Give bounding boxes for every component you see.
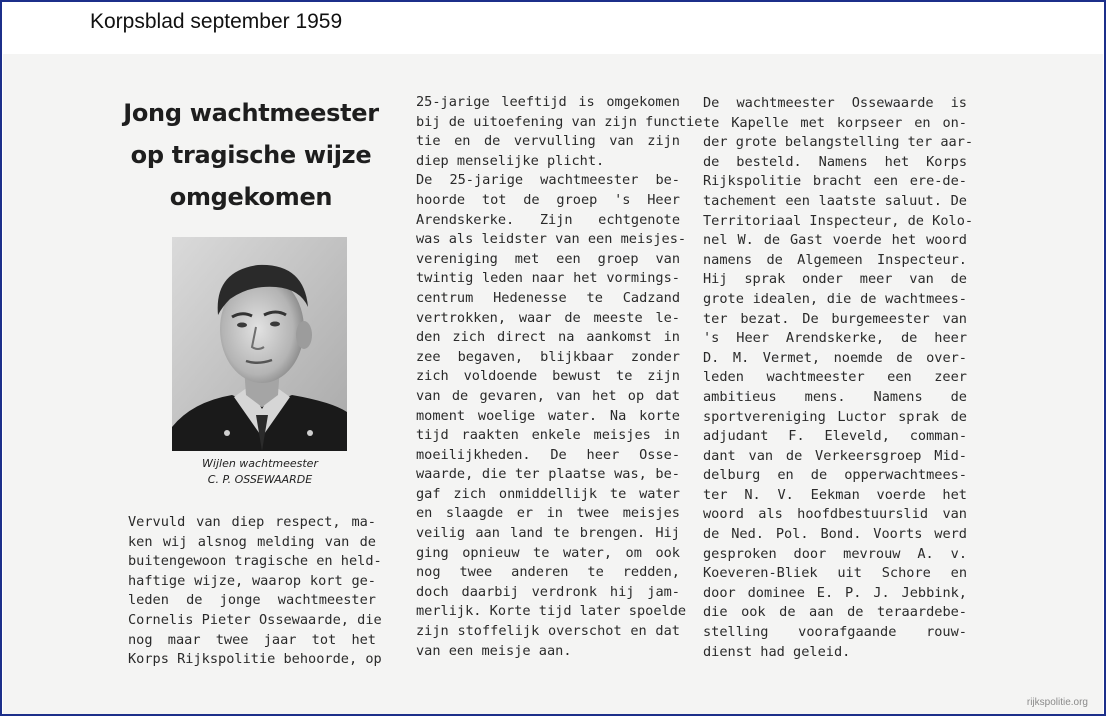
text-line: dant van de Verkeersgroep Mid-	[703, 447, 967, 464]
text-line: centrum Hedenesse te Cadzand	[416, 289, 680, 306]
text-line: stelling voorafgaande rouw-	[703, 624, 967, 641]
text-line: namens de Algemeen Inspecteur.	[703, 251, 967, 268]
text-line: nel W. de Gast voerde het woord	[703, 232, 967, 249]
text-line: nog maar twee jaar tot het	[128, 631, 376, 648]
text-line: adjudant F. Eleveld, comman-	[703, 428, 967, 445]
text-line: de Ned. Pol. Bond. Voorts werd	[703, 526, 967, 543]
source-caption: Korpsblad september 1959	[90, 10, 343, 33]
text-line: tijd raakten enkele meisjes in	[416, 427, 680, 444]
text-line: nog twee anderen te redden,	[416, 564, 680, 581]
text-line: zich voldoende bewust te zijn	[416, 368, 680, 385]
text-line: van een meisje aan.	[416, 642, 572, 659]
text-line: Arendskerke. Zijn echtgenote	[416, 211, 680, 228]
text-line: buitengewoon tragische en held-	[128, 553, 382, 570]
text-line: dienst had geleid.	[703, 643, 851, 660]
text-line: tachement een laatste saluut. De	[703, 192, 967, 209]
text-line: de besteld. Namens het Korps	[703, 153, 967, 170]
text-line: woord als hoofdbestuurslid van	[703, 506, 967, 523]
text-line: 25-jarige leeftijd is omgekomen	[416, 94, 680, 110]
text-line: ter N. V. Eekman voerde het	[703, 486, 967, 503]
headline-line: Jong wachtmeester	[123, 99, 379, 127]
text-line: ter bezat. De burgemeester van	[703, 310, 967, 327]
text-line: was als leidster van een meisjes-	[416, 231, 687, 248]
text-line: leden wachtmeester een zeer	[703, 369, 967, 386]
text-line: en slaagde er in twee meisjes	[416, 505, 680, 522]
text-line: te Kapelle met korpseer en on-	[703, 114, 967, 131]
text-line: grote idealen, die de wachtmees-	[703, 290, 967, 307]
text-line: moment woelige water. Na korte	[416, 407, 680, 424]
text-line: ging opnieuw te water, om ook	[416, 544, 680, 561]
text-line: waarde, die ter plaatse was, be-	[416, 466, 680, 483]
photo-caption-name: C. P. OSSEWAARDE	[207, 473, 313, 486]
text-line: tie en de vervulling van zijn	[416, 133, 680, 150]
text-line: zee begaven, blijkbaar zonder	[416, 348, 680, 365]
text-line: delburg en de opperwachtmees-	[703, 467, 967, 484]
text-line: doch daarbij verdronk hij jam-	[416, 583, 680, 600]
text-line: door dominee E. P. J. Jebbink,	[703, 584, 967, 601]
text-line: Territoriaal Inspecteur, de Kolo-	[703, 212, 974, 229]
photo-caption-line: Wijlen wachtmeester	[202, 457, 318, 470]
text-line: zijn stoffelijk overschot en dat	[416, 623, 680, 640]
text-line: gaf zich onmiddellijk te water	[416, 485, 680, 502]
text-line: Cornelis Pieter Ossewaarde, die	[128, 611, 382, 628]
text-line: veilig aan land te brengen. Hij	[416, 525, 680, 542]
text-line: gesproken door mevrouw A. v.	[703, 545, 967, 562]
text-line: hoorde tot de groep 's Heer	[416, 191, 680, 208]
text-line: De wachtmeester Ossewaarde is	[703, 95, 967, 111]
text-line: vereniging met een groep van	[416, 250, 680, 267]
text-line: Koeveren-Bliek uit Schore en	[703, 565, 967, 582]
site-watermark: rijkspolitie.org	[1026, 697, 1088, 708]
text-line: haftige wijze, waarop kort ge-	[128, 572, 376, 589]
text-line: die ook de aan de teraardebe-	[703, 604, 967, 621]
text-line: D. M. Vermet, noemde de over-	[703, 349, 967, 366]
text-line: twintig leden naar het vormings-	[416, 270, 680, 287]
headline-line: op tragische wijze	[130, 141, 372, 169]
text-line: moeilijkheden. De heer Osse-	[416, 446, 680, 463]
text-line: Rijkspolitie bracht een ere-de-	[703, 173, 967, 190]
text-line: merlijk. Korte tijd later spoelde	[416, 603, 687, 620]
text-line: Vervuld van diep respect, ma-	[128, 514, 376, 530]
text-line: leden de jonge wachtmeester	[128, 592, 376, 609]
text-line: vertrokken, waar de meeste le-	[416, 309, 680, 326]
text-line: 's Heer Arendskerke, de heer	[703, 330, 967, 347]
text-line: ken wij alsnog melding van de	[128, 533, 376, 550]
text-line: Hij sprak onder meer van de	[703, 271, 967, 288]
text-line: van de gevaren, van het op dat	[416, 387, 680, 404]
headline-line: omgekomen	[169, 183, 333, 211]
text-line: bij de uitoefening van zijn functie	[416, 113, 703, 130]
text-line: Korps Rijkspolitie behoorde, op	[128, 651, 382, 668]
text-line: diep menselijke plicht.	[416, 152, 605, 169]
text-line: sportvereniging Luctor sprak de	[703, 408, 967, 425]
text-line: den zich direct na aankomst in	[416, 329, 680, 346]
text-line: der grote belangstelling ter aar-	[703, 134, 974, 151]
text-line: De 25-jarige wachtmeester be-	[416, 172, 680, 189]
text-line: ambitieus mens. Namens de	[703, 388, 967, 405]
